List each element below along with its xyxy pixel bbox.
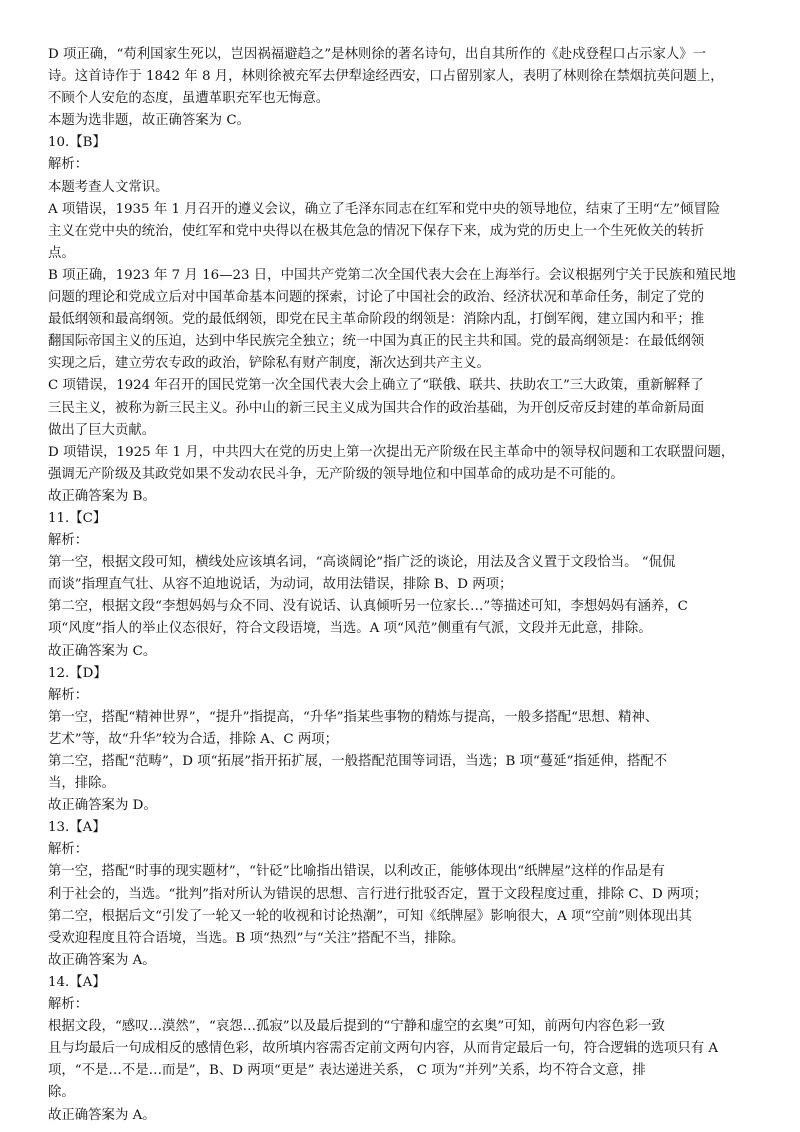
text-line: B 项正确，1923 年 7 月 16—23 日，中国共产党第二次全国代表大会在上海举行。会议根据列宁关于民族和殖民地 bbox=[48, 267, 736, 283]
question-number: 10.【B】 bbox=[48, 135, 106, 151]
document-page bbox=[48, 44, 760, 1127]
text-line: 问题的理论和党成立后对中国革命基本问题的探索，讨论了中国社会的政治、经济状况和革命任务，制定了党的 bbox=[48, 290, 705, 306]
text-line: 故正确答案为 B。 bbox=[48, 488, 156, 504]
text-line: 第一空，搭配“精神世界”，“提升”指提高，“升华”指某些事物的精炼与提高，一般多搭配“思想、精神、 bbox=[48, 709, 659, 725]
analysis-label: 解析： bbox=[48, 997, 89, 1013]
text-line: 故正确答案为 D。 bbox=[48, 798, 157, 814]
text-line: 当，排除。 bbox=[48, 776, 115, 792]
text-line: 第一空，根据文段可知，横线处应该填名词，“高谈阔论”指广泛的谈论，用法及含义置于文段恰当。 “侃侃 bbox=[48, 555, 676, 571]
text-line: 受欢迎程度且符合语境，当选。B 项“热烈”与“关注”搭配不当，排除。 bbox=[48, 930, 465, 946]
text-line: 利于社会的，当选。“批判”指对所认为错误的思想、言行进行批驳否定，置于文段程度过重，排除 C、D 两项； bbox=[48, 886, 708, 902]
text-line: 不顾个人安危的态度，虽遭革职充军也无悔意。 bbox=[48, 91, 330, 107]
text-line: 做出了巨大贡献。 bbox=[48, 422, 156, 438]
text-line: 点。 bbox=[48, 245, 75, 261]
text-line: 故正确答案为 C。 bbox=[48, 643, 157, 659]
text-line: 艺术”等，故“升华”较为合适，排除 A、C 两项； bbox=[48, 731, 338, 747]
question-number: 14.【A】 bbox=[48, 974, 106, 990]
text-line: 除。 bbox=[48, 1085, 75, 1101]
text-line: 项“风度”指人的举止仪态很好，符合文段语境，当选。A 项“风范”侧重有气派，文段并无此意，排除。 bbox=[48, 621, 652, 637]
text-line: D 项正确，“苟利国家生死以，岂因祸福避趋之”是林则徐的著名诗句，出自其所作的《赴戍登程口占示家人》一 bbox=[48, 47, 707, 62]
analysis-label: 解析： bbox=[48, 687, 89, 703]
text-line: 翻国际帝国主义的压迫，达到中华民族完全独立；统一中国为真正的民主共和国。党的最高纲领是：在最低纲领 bbox=[48, 334, 705, 350]
text-line: 第二空，根据后文“引发了一轮又一轮的收视和讨论热潮”，可知《纸牌屋》影响很大，A 项“空前”则体现出其 bbox=[48, 908, 692, 924]
question-number: 13.【A】 bbox=[48, 820, 106, 836]
text-line: 项，“不是…不是…而是”，B、D 两项“更是” 表达递进关系， C 项为“并列”关系，均不符合文意，排 bbox=[48, 1063, 646, 1079]
text-line: 故正确答案为 A。 bbox=[48, 952, 156, 968]
text-line: 主义在党中央的统治，使红军和党中央得以在极其危急的情况下保存下来，成为党的历史上一个生死攸关的转折 bbox=[48, 223, 705, 239]
analysis-label: 解析： bbox=[48, 533, 89, 549]
text-line: 本题考查人文常识。 bbox=[48, 179, 169, 195]
question-number: 11.【C】 bbox=[48, 510, 107, 526]
text-line: C 项错误，1924 年召开的国民党第一次全国代表大会上确立了“联俄、联共、扶助农工”三大政策，重新解释了 bbox=[48, 378, 704, 394]
text-line: D 项错误，1925 年 1 月，中共四大在党的历史上第一次提出无产阶级在民主革命中的领导权问题和工农联盟问题， bbox=[48, 444, 735, 460]
text-line: 而谈”指理直气壮、从容不迫地说话，为动词，故用法错误，排除 B、D 两项； bbox=[48, 577, 513, 593]
text-line: 强调无产阶级及其政党如果不发动农民斗争，无产阶级的领导地位和中国革命的成功是不可能的。 bbox=[48, 466, 624, 482]
text-line: 实现之后，建立劳农专政的政治，铲除私有财产制度，渐次达到共产主义。 bbox=[48, 356, 490, 372]
text-line: 故正确答案为 A。 bbox=[48, 1107, 156, 1123]
text-line: 三民主义，被称为新三民主义。孙中山的新三民主义成为国共合作的政治基础，为开创反帝反封建的革命新局面 bbox=[48, 400, 705, 416]
question-number: 12.【D】 bbox=[48, 665, 107, 681]
text-line: 诗。这首诗作于 1842 年 8 月，林则徐被充军去伊犁途经西安，口占留别家人，表明了林则徐在禁烟抗英问题上， bbox=[48, 69, 724, 85]
text-line: 根据文段，“感叹…漠然”，“哀怨…孤寂”以及最后提到的“宁静和虚空的玄奥”可知，前两句内容色彩一致 bbox=[48, 1019, 665, 1035]
text-line: 本题为选非题，故正确答案为 C。 bbox=[48, 113, 250, 129]
text-line: A 项错误，1935 年 1 月召开的遵义会议，确立了毛泽东同志在红军和党中央的领导地位，结束了王明“左”倾冒险 bbox=[48, 201, 721, 217]
text-line: 第二空，搭配“范畴”，D 项“拓展”指开拓扩展，一般搭配范围等词语，当选；B 项“蔓延”指延伸，搭配不 bbox=[48, 754, 668, 769]
text-line: 最低纲领和最高纲领。党的最低纲领，即党在民主革命阶段的纲领是：消除内乱，打倒军阀，建立国内和平；推 bbox=[48, 312, 705, 328]
analysis-label: 解析： bbox=[48, 842, 89, 858]
text-line: 第二空，根据文段“李想妈妈与众不同、没有说话、认真倾听另一位家长…”等描述可知，李想妈妈有涵养，C bbox=[48, 599, 688, 615]
analysis-label: 解析： bbox=[48, 157, 89, 173]
text-line: 第一空，搭配“时事的现实题材”，“针砭”比喻指出错误，以利改正，能够体现出“纸牌屋”这样的作品是有 bbox=[48, 864, 665, 880]
text-line: 且与均最后一句成相反的感情色彩，故所填内容需否定前文两句内容，从而肯定最后一句，符合逻辑的选项只有 A bbox=[48, 1041, 719, 1057]
